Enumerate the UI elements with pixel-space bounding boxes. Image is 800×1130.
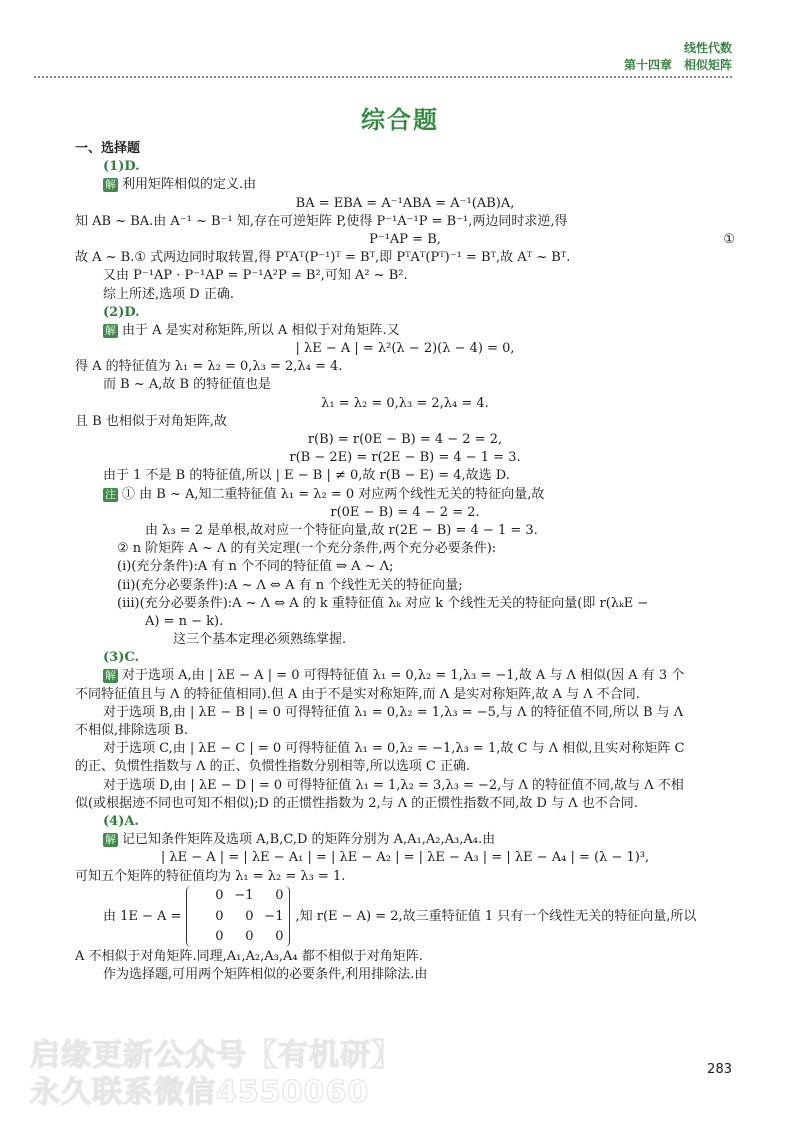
line-text: 作为选择题,可用两个矩阵相似的必要条件,利用排除法.由	[103, 966, 428, 982]
line-text: ② n 阶矩阵 A ~ Λ 的有关定理(一个充分条件,两个充分必要条件):	[117, 541, 497, 557]
display-equation	[75, 431, 735, 449]
line-text: r(0E − B) = 4 − 2 = 2.	[330, 504, 480, 520]
text-line	[75, 631, 735, 649]
equation-number: ①	[723, 231, 735, 247]
line-text: | λE − A | = λ²(λ − 2)(λ − 4) = 0,	[295, 341, 515, 357]
line-text: (3)C.	[103, 650, 139, 666]
line-text: 由于 A 是实对称矩阵,所以 A 相似于对角矩阵.又	[122, 322, 400, 338]
display-equation	[75, 504, 735, 522]
label-badge: 解	[105, 178, 116, 192]
matrix-cell: 0	[245, 908, 254, 924]
matrix	[186, 886, 290, 947]
line-text: 故 A ~ B.① 式两边同时取转置,得 PᵀAᵀ(P⁻¹)ᵀ = Bᵀ,即 PᵀAᵀ(Pᵀ)⁻¹ = Bᵀ,故 Aᵀ ~ Bᵀ.	[75, 250, 571, 266]
line-text: (ⅱ)(充分必要条件):A ~ Λ ⇔ A 有 n 个线性无关的特征向量;	[117, 577, 463, 593]
line-text: 知 AB ~ BA.由 A⁻¹ ~ B⁻¹ 知,存在可逆矩阵 P,使得 P⁻¹A⁻¹P = B⁻¹,两边同时求逆,得	[75, 213, 568, 229]
matrix-cell: 0	[245, 928, 254, 944]
line-text: (ⅰ)(充分条件):A 有 n 个不同的特征值 ⇒ A ~ Λ;	[117, 559, 394, 575]
text-line	[75, 558, 735, 576]
text-line	[75, 704, 735, 722]
display-equation	[75, 195, 735, 213]
line-text: ① 由 B ~ A,知二重特征值 λ₁ = λ₂ = 0 对应两个线性无关的特征向量,故	[122, 486, 545, 502]
matrix-equation	[75, 886, 735, 948]
text-line	[75, 577, 735, 595]
text-line	[75, 595, 735, 613]
line-text: 的正、负惯性指数与 Λ 的正、负惯性指数分别相等,所以选项 C 正确.	[75, 759, 471, 775]
header-chapter-title: 第十四章 相似矩阵	[623, 58, 732, 72]
text-line	[75, 249, 735, 267]
text-line	[75, 540, 735, 558]
text-line	[75, 868, 735, 886]
line-text: P⁻¹AP = B,	[369, 231, 441, 247]
line-text: 不同特征值且与 Λ 的特征值相同).但 A 由于不是实对称矩阵,而 Λ 是实对称矩阵,故 A 与 Λ 不合同.	[75, 686, 640, 702]
matrix-cell: −1	[234, 888, 254, 904]
content	[75, 140, 735, 984]
page-title: 综合题	[361, 106, 439, 134]
line-text: 而 B ~ A,故 B 的特征值也是	[103, 377, 272, 393]
text-line	[75, 966, 735, 984]
line-text: 似(或根据迹不同也可知不相似);D 的正惯性指数为 2,与 Λ 的正惯性指数不同,故 D 与 Λ 也不合同.	[75, 795, 638, 811]
text-line	[75, 686, 735, 704]
line-text: 由于 1 不是 B 的特征值,所以 | E − B | ≠ 0,故 r(B − E) = 4,故选 D.	[103, 468, 510, 484]
matrix-cell: 0	[215, 928, 224, 944]
text-line	[75, 322, 735, 340]
question-answer	[75, 649, 735, 667]
matrix-cell: 0	[275, 888, 284, 904]
text-line	[75, 740, 735, 758]
matrix-cell: 0	[215, 888, 224, 904]
text-line	[75, 413, 735, 431]
question-answer	[75, 304, 735, 322]
display-equation	[75, 395, 735, 413]
watermark-line-2: 永久联系微信4550060	[30, 1075, 370, 1110]
matrix-after-text: ,知 r(E − A) = 2,故三重特征值 1 只有一个线性无关的特征向量,所以	[295, 908, 697, 924]
matrix-before-text: 由 1E − A =	[103, 908, 182, 924]
text-line	[75, 948, 735, 966]
text-line	[75, 522, 735, 540]
text-line	[75, 722, 735, 740]
line-text: 综上所述,选项 D 正确.	[103, 286, 234, 302]
text-line	[75, 267, 735, 285]
header-divider	[34, 76, 732, 78]
text-line	[75, 613, 735, 631]
line-text: (4)A.	[103, 813, 139, 829]
line-text: 可知五个矩阵的特征值均为 λ₁ = λ₂ = λ₃ = 1.	[75, 868, 346, 884]
line-text: 利用矩阵相似的定义.由	[122, 177, 257, 193]
line-text: r(B − 2E) = r(2E − B) = 4 − 1 = 3.	[289, 450, 521, 466]
display-equation	[75, 231, 735, 249]
matrix-cell: −1	[264, 908, 284, 924]
label-badge: 注	[105, 487, 116, 501]
text-line	[75, 486, 735, 504]
line-text: 且 B 也相似于对角矩阵,故	[75, 413, 227, 429]
line-text: 对于选项 A,由 | λE − A | = 0 可得特征值 λ₁ = 0,λ₂ = 1,λ₃ = −1,故 A 与 Λ 相似(因 A 有 3 个	[122, 668, 685, 684]
page-number: 283	[707, 1062, 732, 1077]
line-text: BA = EBA = A⁻¹ABA = A⁻¹(AB)A,	[295, 195, 515, 211]
display-equation	[75, 340, 735, 358]
line-text: A 不相似于对角矩阵.同理,A₁,A₂,A₃,A₄ 都不相似于对角矩阵.	[75, 948, 423, 964]
text-line	[75, 467, 735, 485]
text-line	[75, 777, 735, 795]
line-text: 这三个基本定理必须熟练掌握.	[173, 632, 347, 648]
line-text: 对于选项 D,由 | λE − D | = 0 可得特征值 λ₁ = 1,λ₂ = 3,λ₃ = −2,与 Λ 的特征值不同,故与 Λ 不相	[103, 777, 684, 793]
section-heading: 一、选择题	[75, 141, 141, 156]
question-answer	[75, 813, 735, 831]
question-answer	[75, 158, 735, 176]
line-text: λ₁ = λ₂ = 0,λ₃ = 2,λ₄ = 4.	[321, 395, 489, 411]
text-line	[75, 795, 735, 813]
matrix-cell: 0	[275, 928, 284, 944]
display-equation	[75, 449, 735, 467]
header-book-title: 线性代数	[683, 41, 732, 55]
line-text: | λE − A | = | λE − A₁ | = | λE − A₂ | = | λE − A₃ | = | λE − A₄ | = (λ − 1)³,	[160, 850, 650, 866]
line-text: 对于选项 B,由 | λE − B | = 0 可得特征值 λ₁ = 0,λ₂ = 1,λ₃ = −5,与 Λ 的特征值不同,所以 B 与 Λ	[103, 704, 684, 720]
line-text: (ⅲ)(充分必要条件):A ~ Λ ⇔ A 的 k 重特征值 λₖ 对应 k 个线性无关的特征向量(即 r(λₖE −	[117, 595, 649, 611]
text-line	[75, 213, 735, 231]
line-text: 由 λ₃ = 2 是单根,故对应一个特征向量,故 r(2E − B) = 4 − 1 = 3.	[145, 522, 538, 538]
line-text: 得 A 的特征值为 λ₁ = λ₂ = 0,λ₃ = 2,λ₄ = 4.	[75, 359, 343, 375]
line-text: (1)D.	[103, 159, 140, 175]
matrix-cell: 0	[215, 908, 224, 924]
line-text: (2)D.	[103, 304, 140, 320]
text-line	[75, 831, 735, 849]
text-line	[75, 667, 735, 685]
watermark-line-1: 启缘更新公众号【有机研】	[30, 1038, 402, 1073]
label-badge: 解	[105, 669, 116, 683]
solution-lines	[75, 158, 735, 886]
line-text: 对于选项 C,由 | λE − C | = 0 可得特征值 λ₁ = 0,λ₂ = −1,λ₃ = 1,故 C 与 Λ 相似,且实对称矩阵 C	[103, 741, 685, 757]
solution-lines-after	[75, 948, 735, 984]
text-line	[75, 176, 735, 194]
text-line	[75, 286, 735, 304]
line-text: 不相似,排除选项 B.	[75, 723, 188, 738]
text-line	[75, 758, 735, 776]
label-badge: 解	[105, 833, 116, 847]
label-badge: 解	[105, 323, 116, 337]
display-equation	[75, 849, 735, 867]
text-line	[75, 376, 735, 394]
line-text: 记已知条件矩阵及选项 A,B,C,D 的矩阵分别为 A,A₁,A₂,A₃,A₄.由	[122, 832, 496, 848]
line-text: r(B) = r(0E − B) = 4 − 2 = 2,	[307, 432, 503, 447]
text-line	[75, 358, 735, 376]
line-text: 又由 P⁻¹AP · P⁻¹AP = P⁻¹A²P = B²,可知 A² ~ B².	[103, 268, 408, 284]
line-text: A) = n − k).	[145, 613, 224, 629]
